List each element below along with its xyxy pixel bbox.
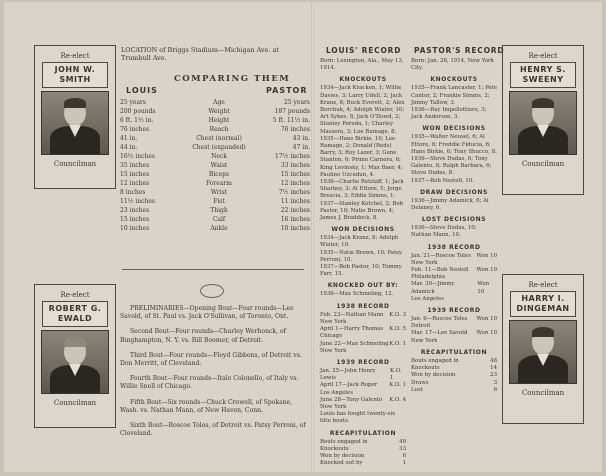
compare-cell: 44 in. xyxy=(120,144,138,151)
compare-cell: Ankle xyxy=(210,225,228,232)
ad-candidate-name: HARRY I. DINGEMAN xyxy=(510,291,576,317)
louis-record xyxy=(320,58,406,467)
compare-row xyxy=(120,143,310,152)
compare-cell: 8 inches xyxy=(120,189,146,196)
compare-cell: 200 pounds xyxy=(120,108,156,115)
pastor-recap-head: RECAPITULATION xyxy=(420,348,488,356)
ad-henry-s-sweeny xyxy=(502,45,584,195)
pastor-record-title: PASTOR'S RECORD xyxy=(414,46,505,55)
ad-reelect-label: Re-elect xyxy=(528,52,558,60)
louis-decisions: 1934—Jack Kranz, 8; Adolph Wiater, 10. xyxy=(320,235,399,249)
pastor-1938-list xyxy=(411,253,497,303)
record-label: New York xyxy=(320,347,347,354)
compare-cell: Chest (normal) xyxy=(196,135,242,142)
record-row xyxy=(320,460,406,467)
record-label: New York xyxy=(411,337,438,344)
candidate-photo xyxy=(509,320,577,384)
ad-office-label: Councilman xyxy=(521,160,565,168)
union-stamp xyxy=(200,284,224,298)
compare-cell: 76 inches xyxy=(120,126,150,133)
ad-office-label: Councilman xyxy=(53,160,97,168)
compare-cell: 35 inches xyxy=(120,162,150,169)
pastor-1939-head: 1939 RECORD xyxy=(427,307,481,315)
louis-note: Louis has fought twenty-six title bouts. xyxy=(320,411,396,425)
record-value: 3 xyxy=(493,379,497,386)
compare-row xyxy=(120,179,310,188)
record-row xyxy=(320,397,406,404)
compare-cell: 6 ft. 1½ in. xyxy=(120,117,154,124)
compare-cell: 47 in. xyxy=(292,144,310,151)
louis-decisions-1935: 1935—Natie Brown, 10; Patsy Perroni, 10. xyxy=(320,249,403,263)
compare-title: COMPARING THEM xyxy=(174,74,291,84)
louis-1939-head: 1939 RECORD xyxy=(336,358,390,366)
record-value: K.O. 1 xyxy=(389,340,406,347)
compare-cell: 15 inches xyxy=(120,216,150,223)
compare-row xyxy=(120,206,310,215)
record-label: Knockouts xyxy=(320,445,349,452)
ad-reelect-label: Re-elect xyxy=(60,52,90,60)
section-divider xyxy=(122,269,304,270)
louis-ko-by: 1936—Max Schmeling, 12. xyxy=(320,291,394,298)
record-label: Philadelphia xyxy=(411,274,445,281)
compare-cell: Age xyxy=(213,99,225,106)
record-label: Los Angeles xyxy=(320,389,353,396)
record-row xyxy=(320,312,406,319)
louis-decisions-1937: 1937—Bob Pastor, 10; Tommy Farr, 15. xyxy=(320,264,402,278)
record-row xyxy=(320,382,406,389)
compare-cell: 76 inches xyxy=(280,126,310,133)
record-label: June 22—Max Schmeling xyxy=(320,340,389,347)
louis-decisions-head: WON DECISIONS xyxy=(331,226,395,234)
record-value: K.O. 4 xyxy=(389,396,406,403)
louis-knockouts-1935: 1935—Hans Birkie, 10; Lee Ramage, 2; Donald (Reds) Barry, 3; Roy Lazer, 3; Gene Stanton, 6; Primo Carnera, 6; King Levinsky, 1; Max Baer, 4; Paulino Uzcudun, 4. xyxy=(320,135,403,178)
preliminaries xyxy=(120,305,310,445)
compare-cell: Height xyxy=(208,117,230,124)
pastor-decisions: 1935—Walter Neusel, 6; Al Ettore, 6; Freddie Fiducia, 6; Hans Birkie, 6; Tony Shucco, 8. xyxy=(411,134,497,155)
record-label: Jan. 6—Roscoe Toles xyxy=(411,316,468,323)
ad-reelect-label: Re-elect xyxy=(528,281,558,289)
record-value: 6 xyxy=(493,386,497,393)
record-label: Jan. 21—Roscoe Toles xyxy=(411,252,471,259)
louis-1939-list xyxy=(320,368,406,411)
prelim-bout: Second Bout—Four rounds—Charley Werhonck, of Binghampton, N. Y. vs. Bill Boomer, of Detroit. xyxy=(120,328,286,344)
prelim-bout: Third Bout—Four rounds—Floyd Gibbons, of Detroit vs. Don Merritt, of Cleveland. xyxy=(120,351,302,368)
compare-row xyxy=(120,170,310,179)
pastor-lost-head: LOST DECISIONS xyxy=(421,216,487,224)
compare-cell: 16 inches xyxy=(280,216,310,223)
compare-cell: Weight xyxy=(208,108,230,115)
louis-born: Born: Lexington, Ala., May 13, 1914. xyxy=(320,58,404,72)
pastor-1939-list xyxy=(411,316,497,345)
pastor-draws: 1936—Jimmy Adamick, 6; Al Delaney, 6. xyxy=(411,197,489,212)
compare-cell: 25 years xyxy=(120,99,147,106)
pastor-decisions-1936: 1936—Steve Dudas, 6; Tony Galento, 8; Ralph Barbara, 6; Steve Dudas, 8. xyxy=(411,156,492,177)
compare-cell: 12 inches xyxy=(120,180,150,187)
ad-candidate-name: ROBERT G. EWALD xyxy=(42,301,108,327)
record-label: Won by decision xyxy=(411,372,456,379)
record-label: Mar. 17—Lee Savold xyxy=(411,330,468,337)
record-row xyxy=(411,253,497,260)
record-value: K.O. 1 xyxy=(389,382,406,389)
compare-right-head: PASTOR xyxy=(266,86,308,95)
record-label: Knockouts xyxy=(411,365,440,372)
pastor-knockouts: 1935—Frank Lancaster, 1; Pete Cantor, 2; Frankie Simms, 2; Jimmy Tallow, 3. xyxy=(411,85,498,106)
record-label: Bouts engaged in xyxy=(411,357,459,364)
compare-cell: 33 inches xyxy=(280,162,310,169)
compare-cell: 16½ inches xyxy=(120,153,155,160)
compare-cell: 41 in. xyxy=(120,135,138,142)
ad-office-label: Councilman xyxy=(53,399,97,407)
compare-cell: Biceps xyxy=(208,171,230,178)
louis-recap-list xyxy=(320,439,406,468)
prelim-bout: Fourth Bout—Four rounds—Italo Colonello, of Italy vs. Willie Snell of Chicago. xyxy=(120,375,299,391)
record-row xyxy=(411,365,497,372)
record-value: 6 xyxy=(402,452,406,459)
record-row xyxy=(320,446,406,453)
record-value: K.O. 5 xyxy=(389,326,406,333)
record-value: 14 xyxy=(490,365,497,372)
ad-office-label: Councilman xyxy=(521,389,565,397)
pastor-draws-head: DRAW DECISIONS xyxy=(420,188,488,196)
program-sheet xyxy=(4,2,602,472)
pastor-born: Born: Jan. 26, 1914, New York City. xyxy=(411,58,494,72)
record-label: Detroit xyxy=(411,323,431,330)
record-label: Feb. 11—Bob Nestell xyxy=(411,267,469,274)
record-label: Draws xyxy=(411,379,429,386)
compare-cell: 15 inches xyxy=(120,171,150,178)
record-value: K.O. 3 xyxy=(389,311,406,318)
compare-cell: Calf xyxy=(212,216,226,223)
record-value: Won 10 xyxy=(476,316,497,323)
compare-cell: Neck xyxy=(211,153,227,160)
pastor-decisions-head: WON DECISIONS xyxy=(422,125,486,133)
record-row xyxy=(411,323,497,330)
pastor-knockouts-1936: 1936—Ray Impellettiere, 3; Jack Anderson, 3. xyxy=(411,107,487,121)
compare-row xyxy=(120,116,310,125)
louis-ko-by-head: KNOCKED OUT BY: xyxy=(327,282,399,290)
record-row xyxy=(411,338,497,345)
compare-cell: Thigh xyxy=(210,207,228,214)
record-row xyxy=(411,387,497,394)
louis-1938-head: 1938 RECORD xyxy=(336,302,390,310)
compare-cell: 11 inches xyxy=(280,198,310,205)
compare-cell: 22 inches xyxy=(280,207,310,214)
record-value: Won 10 xyxy=(476,267,497,274)
prelim-bout: Fifth Bout—Six rounds—Chuck Crowell, of Spokane, Wash. vs. Nathan Mann, of New Haven, Conn. xyxy=(120,398,293,414)
compare-row xyxy=(120,161,310,170)
record-value: 48 xyxy=(490,357,497,364)
record-label: April 1—Harry Thomas xyxy=(320,326,384,333)
compare-row xyxy=(120,224,310,233)
record-label: New York xyxy=(320,318,347,325)
compare-cell: Chest (expanded) xyxy=(192,144,246,151)
compare-row xyxy=(120,215,310,224)
record-label: April 17—Jack Roper xyxy=(320,382,378,389)
compare-row xyxy=(120,197,310,206)
record-row xyxy=(411,316,497,323)
compare-cell: 43 in. xyxy=(292,135,310,142)
ad-harry-i-dingeman xyxy=(502,274,584,424)
candidate-photo xyxy=(41,330,109,394)
compare-row xyxy=(120,98,310,107)
louis-1938-list xyxy=(320,312,406,355)
record-label: June 28—Tony Galento xyxy=(320,396,383,403)
compare-cell: 10 inches xyxy=(280,225,310,232)
record-row xyxy=(320,348,406,355)
compare-row xyxy=(120,134,310,143)
record-label: New York xyxy=(411,259,438,266)
record-label: Lost xyxy=(411,386,423,393)
record-label: Los Angeles xyxy=(411,295,444,302)
compare-cell: 15 inches xyxy=(280,171,310,178)
record-value: 40 xyxy=(399,438,406,445)
record-row xyxy=(411,358,497,365)
record-label: Bouts engaged in xyxy=(320,438,368,445)
record-row xyxy=(320,390,406,397)
compare-table xyxy=(120,98,310,233)
record-label: Chicago xyxy=(320,333,343,340)
prelim-bout: Sixth Bout—Roscoe Toles, of Detroit vs. Patsy Perroni, of Cleveland. xyxy=(120,422,306,438)
record-row xyxy=(411,296,497,303)
record-label: Jan. 25—John Henry Lewis xyxy=(320,367,376,382)
compare-row xyxy=(120,152,310,161)
record-value: 33 xyxy=(399,445,406,452)
record-value: Won 10 xyxy=(477,281,490,295)
compare-cell: 7½ inches xyxy=(278,189,310,196)
center-fold xyxy=(311,2,314,472)
record-label: New York xyxy=(320,403,347,410)
compare-cell: Wrist xyxy=(210,189,228,196)
pastor-decisions-1937: 1937—Bob Nestell, 10. xyxy=(411,177,474,184)
record-row xyxy=(320,326,406,333)
prelim-bout: PRELIMINARIES—Opening Bout—Four rounds—Lee Savold, of St. Paul vs. Jack O'Sullivan, of Toronto, Ont. xyxy=(120,305,294,321)
compare-left-head: LOUIS xyxy=(126,86,158,95)
candidate-photo xyxy=(509,91,577,155)
louis-recap-head: RECAPITULATION xyxy=(329,429,397,437)
record-value: 23 xyxy=(490,372,497,379)
compare-cell: Forearm xyxy=(205,180,232,187)
record-row xyxy=(320,404,406,411)
ad-john-w-smith xyxy=(34,45,116,189)
compare-cell: 17½ inches xyxy=(275,153,310,160)
record-row xyxy=(320,439,406,446)
record-row xyxy=(320,341,406,348)
record-row xyxy=(411,372,497,379)
pastor-1938-head: 1938 RECORD xyxy=(427,243,481,251)
record-value: 1 xyxy=(402,460,406,467)
pastor-lost: 1936—Steve Dudas, 10; Nathan Mann, 10. xyxy=(411,225,477,239)
compare-cell: 25 years xyxy=(283,99,310,106)
record-row xyxy=(320,319,406,326)
pastor-knockouts-head: KNOCKOUTS xyxy=(430,76,478,84)
record-label: Knocked out by xyxy=(320,460,363,467)
record-row xyxy=(411,274,497,281)
record-row xyxy=(411,267,497,274)
compare-cell: Reach xyxy=(209,126,229,133)
compare-row xyxy=(120,107,310,116)
compare-cell: 23 inches xyxy=(120,207,150,214)
record-row xyxy=(320,453,406,460)
pastor-recap-list xyxy=(411,358,497,394)
compare-row xyxy=(120,188,310,197)
record-row xyxy=(411,281,497,295)
louis-knockouts: 1934—Jack Kracken, 1; Willie Davies, 3; Larry Udell, 2; Jack Kranz, 8; Buck Everett, 2; Alex Borchuk, 4; Adolph Wiater, 10; Art Sykes, 8; Jack O'Dowd, 2; Stanley Poreda, 1; Charley Massera, 3; Lee Ramage, 8. xyxy=(320,85,405,135)
pastor-record xyxy=(411,58,497,394)
record-value: K.O. 1 xyxy=(390,367,402,382)
record-row xyxy=(320,368,406,382)
compare-cell: 187 pounds xyxy=(274,108,310,115)
record-label: Feb. 23—Nathan Mann xyxy=(320,311,384,318)
ad-robert-g-ewald xyxy=(34,284,116,428)
louis-record-title: LOUIS' RECORD xyxy=(326,46,402,55)
record-value: Won 10 xyxy=(476,252,497,259)
ad-candidate-name: JOHN W. SMITH xyxy=(42,62,108,88)
ad-candidate-name: HENRY S. SWEENY xyxy=(510,62,576,88)
record-row xyxy=(411,330,497,337)
location-line: LOCATION of Briggs Stadium—Michigan Ave. at Trumbull Ave. xyxy=(121,46,279,62)
record-label: Mar. 30—Jimmy Adamick xyxy=(411,281,455,295)
louis-knockouts-head: KNOCKOUTS xyxy=(339,76,387,84)
record-row xyxy=(320,333,406,340)
compare-cell: 12 inches xyxy=(280,180,310,187)
compare-cell: 5 ft. 11½ in. xyxy=(272,117,310,124)
ad-reelect-label: Re-elect xyxy=(60,291,90,299)
compare-cell: 11½ inches xyxy=(120,198,155,205)
record-row xyxy=(411,380,497,387)
louis-knockouts-1936: 1936—Charlie Retzlaff, 1; Jack Sharkey, 3; Al Ettore, 5; Jorge Brescia, 3; Eddie Simms, 1. xyxy=(320,179,404,200)
compare-row xyxy=(120,125,310,134)
compare-cell: Fist xyxy=(213,198,225,205)
record-row xyxy=(411,260,497,267)
compare-cell: 10 inches xyxy=(120,225,150,232)
louis-knockouts-1937: 1937—Stanley Ketchel, 2; Bob Pastor, 10; Natie Brown, 4; James J. Braddock, 8. xyxy=(320,200,404,222)
compare-cell: Waist xyxy=(210,162,228,169)
record-label: Won by decision xyxy=(320,452,365,459)
record-value: Won 10 xyxy=(476,330,497,337)
candidate-photo xyxy=(41,91,109,155)
